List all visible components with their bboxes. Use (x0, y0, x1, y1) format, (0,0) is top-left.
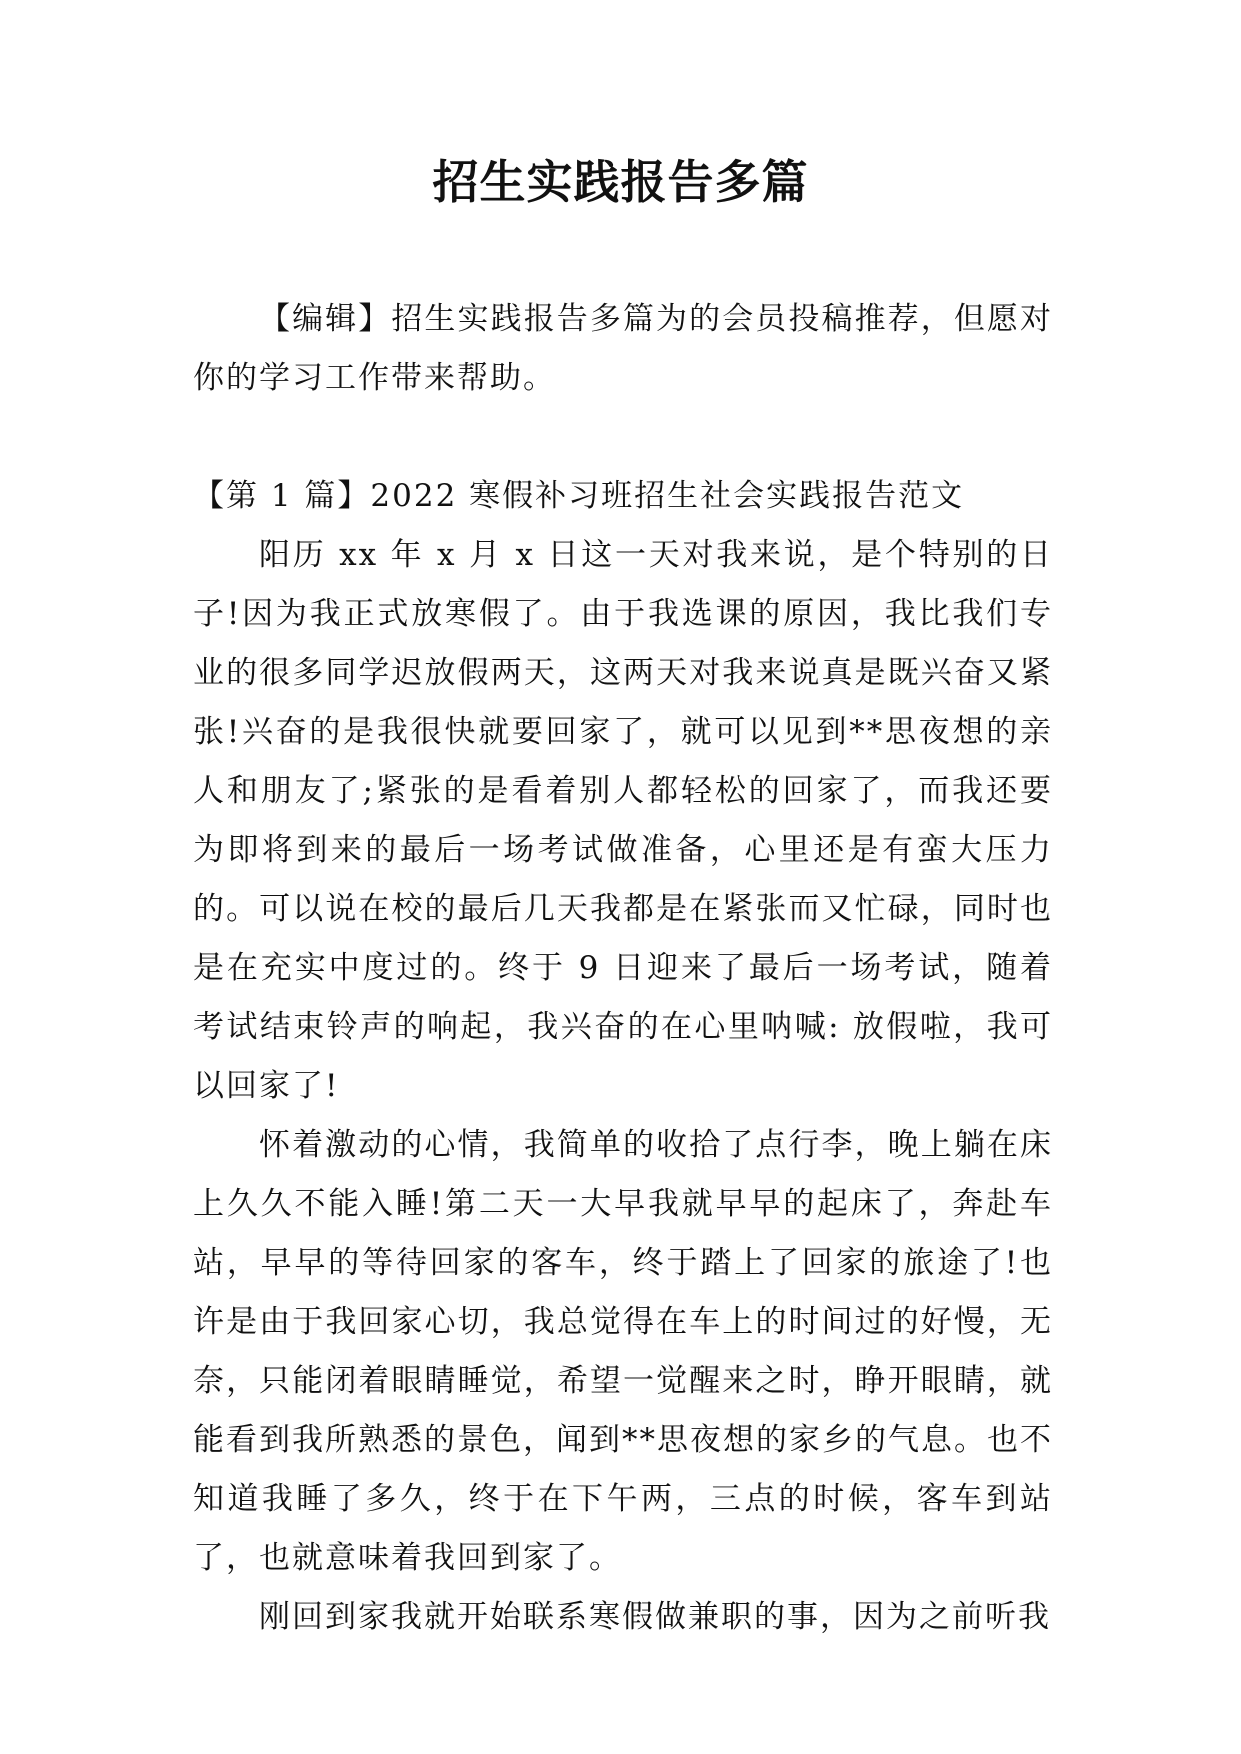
document-body (193, 290, 1053, 1647)
body-paragraph-1: 阳历 xx 年 x 月 x 日这一天对我来说，是个特别的日子!因为我正式放寒假了。由于我选课的原因，我比我们专业的很多同学迟放假两天，这两天对我来说真是既兴奋又紧张!兴奋的是我很快就要回家了，就可以见到**思夜想的亲人和朋友了;紧张的是看着别人都轻松的回家了，而我还要为即将到来的最后一场考试做准备，心里还是有蛮大压力的。可以说在校的最后几天我都是在紧张而又忙碌，同时也是在充实中度过的。终于 9 日迎来了最后一场考试，随着考试结束铃声的响起，我兴奋的在心里呐喊: 放假啦，我可以回家了! (193, 537, 1053, 1104)
body-paragraph-3: 刚回到家我就开始联系寒假做兼职的事，因为之前听我 (259, 1599, 1051, 1635)
section-heading: 【第 1 篇】2022 寒假补习班招生社会实践报告范文 (193, 478, 965, 514)
body-paragraph-2: 怀着激动的心情，我简单的收拾了点行李，晚上躺在床上久久不能入睡!第二天一大早我就早早的起床了，奔赴车站，早早的等待回家的客车，终于踏上了回家的旅途了!也许是由于我回家心切，我总觉得在车上的时间过的好慢，无奈，只能闭着眼睛睡觉，希望一觉醒来之时，睁开眼睛，就能看到我所熟悉的景色，闻到**思夜想的家乡的气息。也不知道我睡了多久，终于在下午两，三点的时候，客车到站了，也就意味着我回到家了。 (193, 1127, 1053, 1576)
intro-paragraph: 【编辑】招生实践报告多篇为的会员投稿推荐，但愿对你的学习工作带来帮助。 (193, 301, 1053, 396)
document-title: 招生实践报告多篇 (432, 155, 809, 209)
